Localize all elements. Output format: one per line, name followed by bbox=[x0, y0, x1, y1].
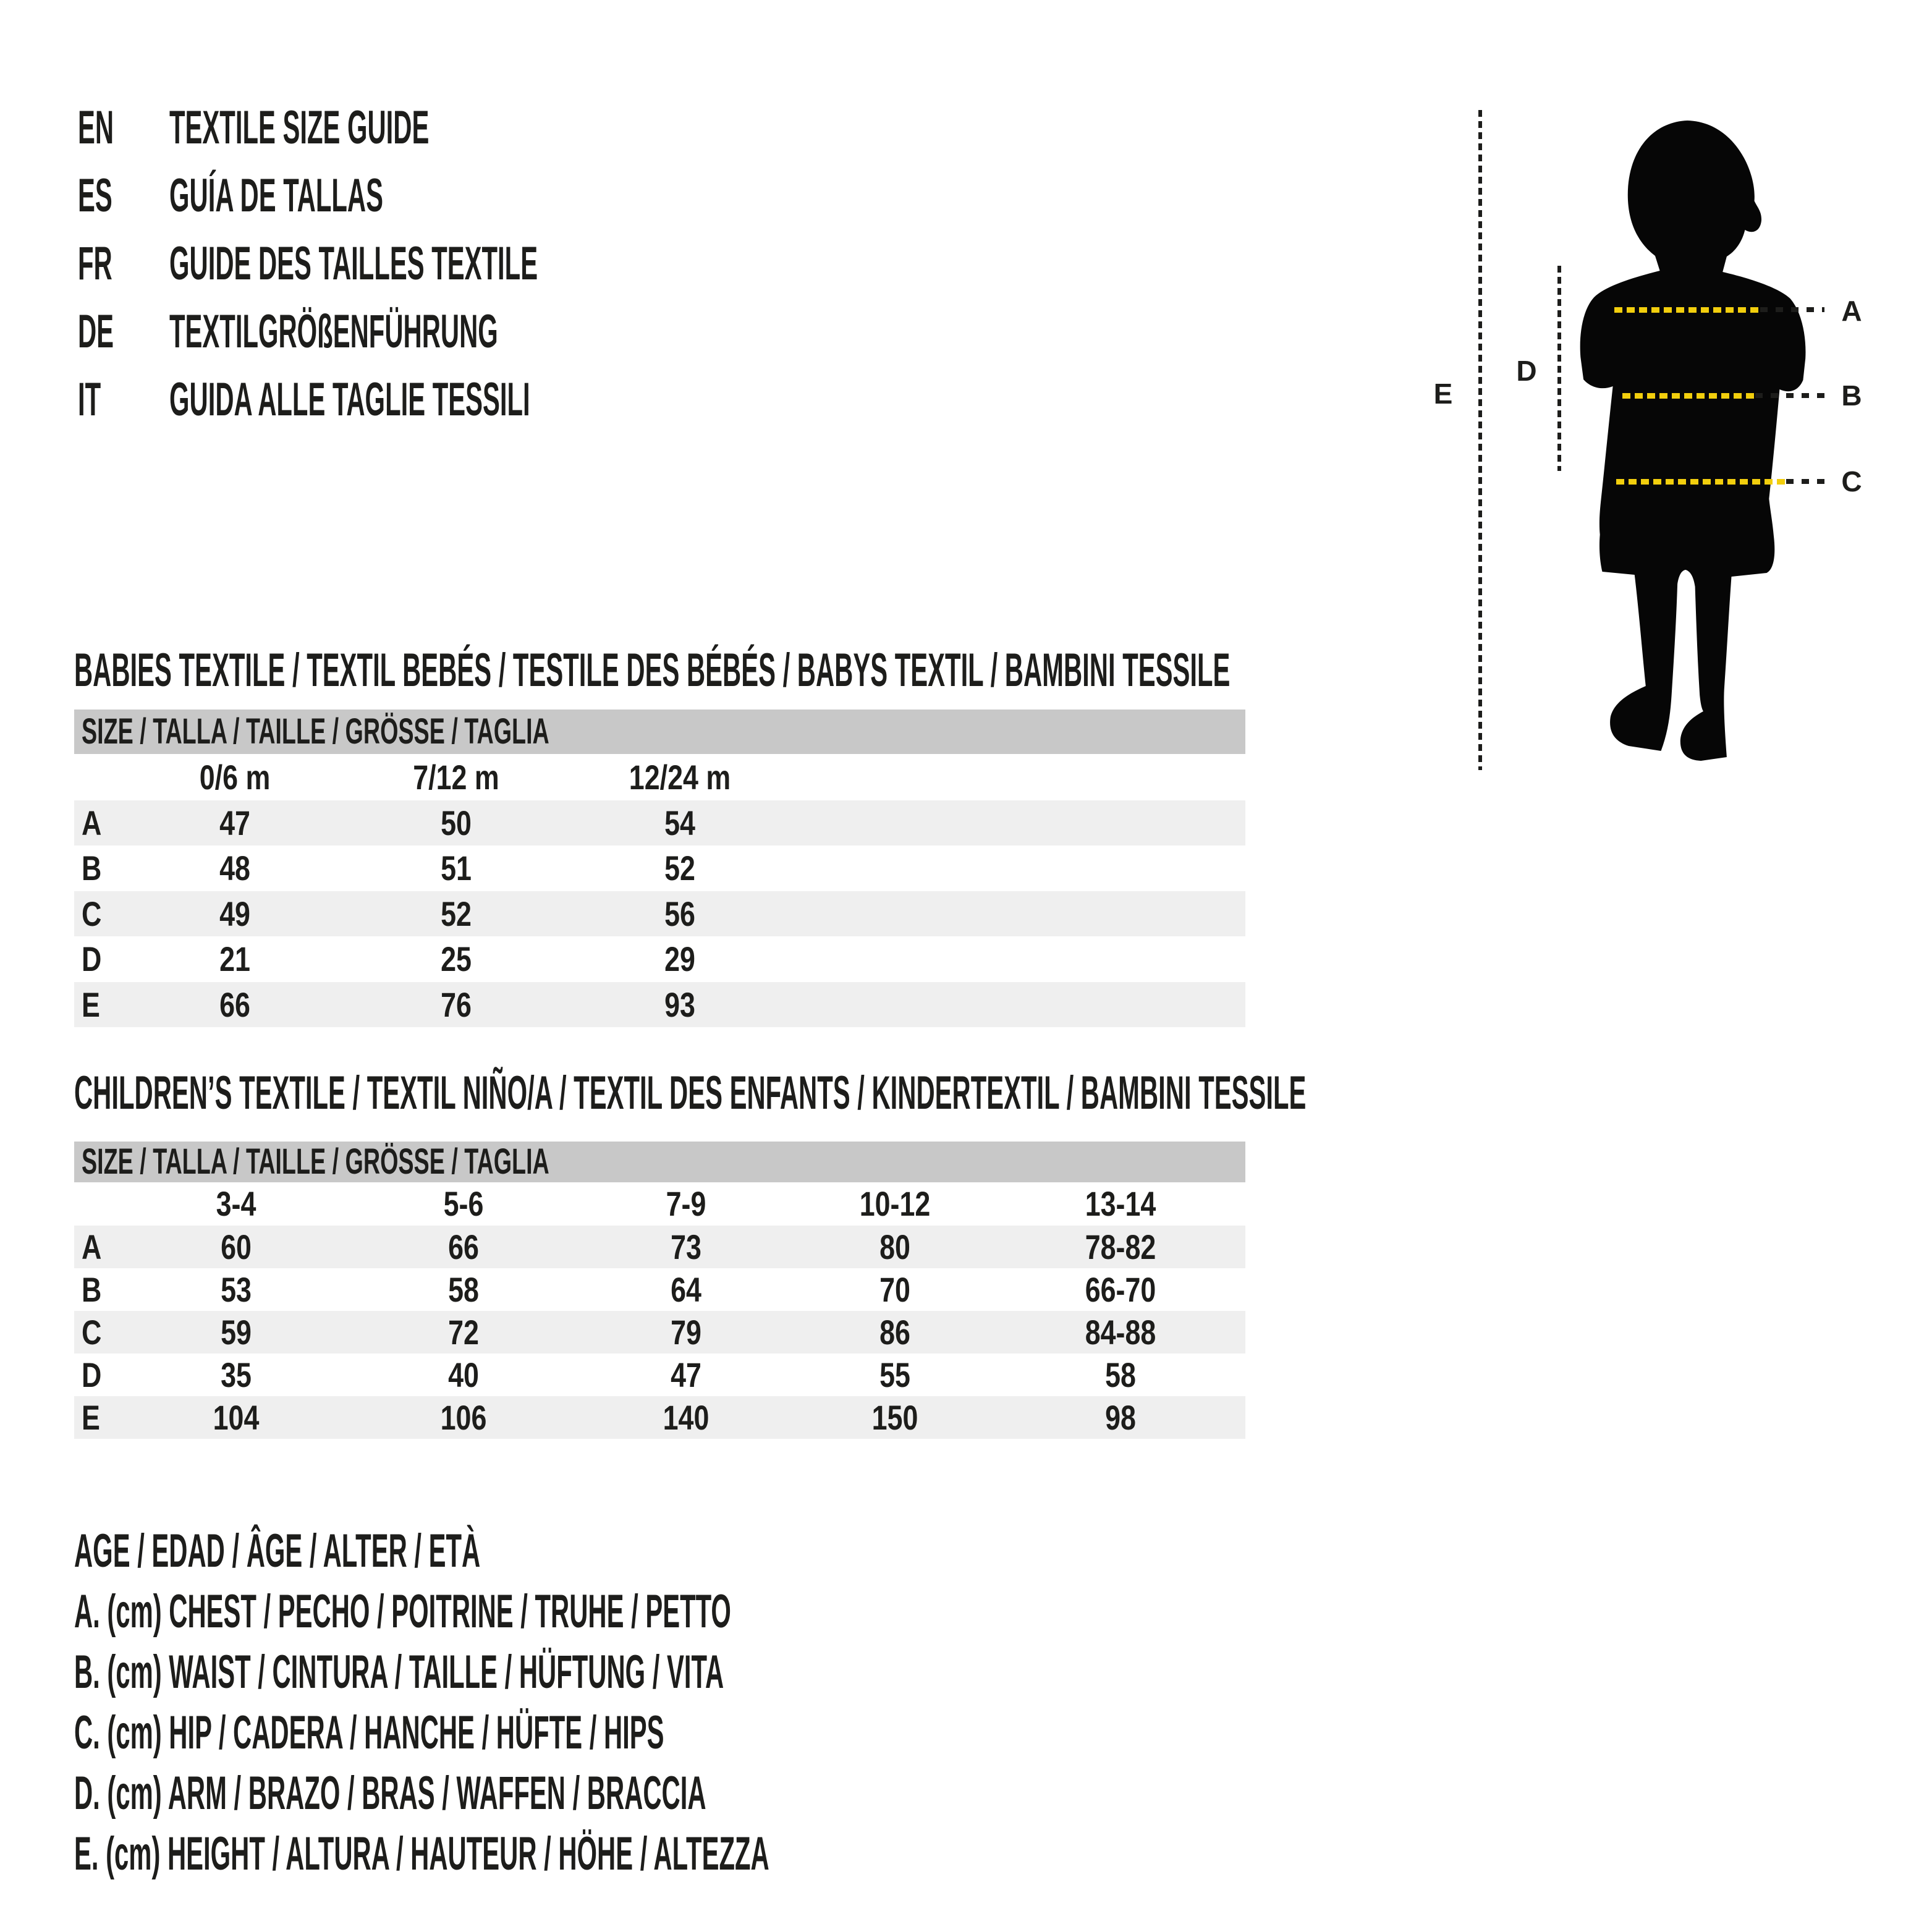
children-column-header: 5-6 bbox=[443, 1184, 484, 1223]
babies-column-header: 12/24 m bbox=[629, 758, 731, 797]
table-cell: 58 bbox=[448, 1270, 479, 1309]
table-cell: 25 bbox=[441, 939, 472, 978]
row-label: B bbox=[82, 1270, 102, 1309]
lang-title-fr: GUIDE DES TAILLES TEXTILE bbox=[169, 237, 538, 290]
children-table-title: CHILDREN’S TEXTILE / TEXTIL NIÑO/A / TEXTIL DES ENFANTS / KINDERTEXTIL / BAMBINI TESSILE bbox=[74, 1067, 1307, 1119]
figure-label-chest: A bbox=[1841, 295, 1862, 327]
babies-column-header: 0/6 m bbox=[199, 758, 271, 797]
table-row bbox=[74, 800, 1245, 845]
table-row bbox=[74, 1268, 1245, 1311]
table-cell: 66-70 bbox=[1085, 1270, 1156, 1309]
lang-title-de: TEXTILGRÖßENFÜHRUNG bbox=[169, 305, 498, 358]
babies-column-header: 7/12 m bbox=[413, 758, 499, 797]
figure-label-arm: D bbox=[1516, 355, 1537, 387]
row-label: D bbox=[82, 939, 102, 978]
table-cell: 58 bbox=[1105, 1355, 1136, 1394]
child-silhouette-icon bbox=[1573, 114, 1808, 766]
table-row bbox=[74, 1311, 1245, 1354]
lang-code-en: EN bbox=[78, 101, 114, 154]
table-cell: 59 bbox=[221, 1313, 252, 1352]
table-cell: 52 bbox=[664, 849, 695, 888]
table-cell: 104 bbox=[213, 1398, 260, 1437]
babies-size-header-bar bbox=[74, 710, 1245, 754]
row-label: C bbox=[82, 1313, 102, 1352]
children-column-header: 13-14 bbox=[1085, 1184, 1156, 1223]
table-cell: 54 bbox=[664, 803, 695, 842]
figure-label-hip: C bbox=[1841, 465, 1862, 498]
figure-label-waist: B bbox=[1841, 379, 1862, 412]
legend-line-hip: C. (cm) HIP / CADERA / HANCHE / HÜFTE / HIPS bbox=[74, 1706, 664, 1759]
table-cell: 48 bbox=[219, 849, 250, 888]
table-cell: 52 bbox=[441, 894, 472, 933]
hip-measure-dash-line bbox=[1616, 479, 1786, 485]
table-cell: 40 bbox=[448, 1355, 479, 1394]
table-cell: 60 bbox=[221, 1227, 252, 1266]
table-cell: 80 bbox=[879, 1227, 910, 1266]
chest-measure-dash-line bbox=[1614, 307, 1760, 313]
table-cell: 98 bbox=[1105, 1398, 1136, 1437]
legend-line-height: E. (cm) HEIGHT / ALTURA / HAUTEUR / HÖHE / ALTEZZA bbox=[74, 1828, 769, 1880]
children-column-header-row bbox=[74, 1182, 1245, 1226]
waist-measure-dash-line bbox=[1622, 393, 1755, 399]
table-cell: 56 bbox=[664, 894, 695, 933]
table-cell: 72 bbox=[448, 1313, 479, 1352]
table-cell: 84-88 bbox=[1085, 1313, 1156, 1352]
lang-title-it: GUIDA ALLE TAGLIE TESSILI bbox=[169, 373, 530, 426]
table-cell: 47 bbox=[219, 803, 250, 842]
table-row bbox=[74, 936, 1245, 981]
table-cell: 51 bbox=[441, 849, 472, 888]
table-cell: 49 bbox=[219, 894, 250, 933]
table-cell: 21 bbox=[219, 939, 250, 978]
table-cell: 53 bbox=[221, 1270, 252, 1309]
lang-title-es: GUÍA DE TALLAS bbox=[169, 169, 383, 222]
row-label: E bbox=[82, 1398, 100, 1437]
table-cell: 86 bbox=[879, 1313, 910, 1352]
hip-connector-dotted-line bbox=[1786, 479, 1824, 484]
babies-table-title: BABIES TEXTILE / TEXTIL BEBÉS / TESTILE DES BÉBÉS / BABYS TEXTIL / BAMBINI TESSILE bbox=[74, 644, 1231, 697]
lang-title-en: TEXTILE SIZE GUIDE bbox=[169, 101, 430, 154]
table-cell: 93 bbox=[664, 985, 695, 1024]
row-label: A bbox=[82, 1227, 102, 1266]
row-label: C bbox=[82, 894, 102, 933]
lang-code-it: IT bbox=[78, 373, 101, 426]
row-label: B bbox=[82, 849, 102, 888]
legend-line-age: AGE / EDAD / ÂGE / ALTER / ETÀ bbox=[74, 1525, 481, 1577]
table-row bbox=[74, 982, 1245, 1027]
table-cell: 66 bbox=[219, 985, 250, 1024]
legend-line-arm: D. (cm) ARM / BRAZO / BRAS / WAFFEN / BRACCIA bbox=[74, 1767, 706, 1820]
table-cell: 35 bbox=[221, 1355, 252, 1394]
children-column-header: 3-4 bbox=[216, 1184, 256, 1223]
row-label: E bbox=[82, 985, 100, 1024]
table-cell: 66 bbox=[448, 1227, 479, 1266]
table-cell: 79 bbox=[671, 1313, 701, 1352]
table-cell: 70 bbox=[879, 1270, 910, 1309]
table-row bbox=[74, 845, 1245, 891]
figure-label-height: E bbox=[1433, 378, 1453, 410]
row-label: A bbox=[82, 803, 102, 842]
lang-code-es: ES bbox=[78, 169, 112, 222]
legend-line-waist: B. (cm) WAIST / CINTURA / TAILLE / HÜFTUNG / VITA bbox=[74, 1646, 724, 1698]
row-label: D bbox=[82, 1355, 102, 1394]
table-cell: 73 bbox=[671, 1227, 701, 1266]
children-column-header: 7-9 bbox=[666, 1184, 706, 1223]
table-cell: 140 bbox=[663, 1398, 710, 1437]
children-size-header-bar bbox=[74, 1142, 1245, 1182]
children-size-header-label: SIZE / TALLA / TAILLE / GRÖSSE / TAGLIA bbox=[82, 1142, 549, 1182]
table-row bbox=[74, 1396, 1245, 1439]
table-cell: 78-82 bbox=[1085, 1227, 1156, 1266]
table-cell: 64 bbox=[671, 1270, 701, 1309]
table-cell: 150 bbox=[871, 1398, 918, 1437]
lang-code-de: DE bbox=[78, 305, 114, 358]
table-row bbox=[74, 891, 1245, 936]
table-row bbox=[74, 1226, 1245, 1268]
chest-connector-dotted-line bbox=[1760, 307, 1824, 312]
legend-line-chest: A. (cm) CHEST / PECHO / POITRINE / TRUHE / PETTO bbox=[74, 1585, 731, 1638]
babies-size-header-label: SIZE / TALLA / TAILLE / GRÖSSE / TAGLIA bbox=[82, 711, 549, 752]
table-row bbox=[74, 1354, 1245, 1396]
children-column-header: 10-12 bbox=[859, 1184, 931, 1223]
lang-code-fr: FR bbox=[78, 237, 112, 290]
table-cell: 55 bbox=[879, 1355, 910, 1394]
waist-connector-dotted-line bbox=[1755, 393, 1824, 398]
height-measure-dotted-line bbox=[1478, 110, 1482, 770]
table-cell: 106 bbox=[440, 1398, 487, 1437]
table-cell: 47 bbox=[671, 1355, 701, 1394]
table-cell: 50 bbox=[441, 803, 472, 842]
arm-measure-dotted-line bbox=[1557, 266, 1561, 471]
table-cell: 76 bbox=[441, 985, 472, 1024]
babies-column-header-row bbox=[74, 754, 1245, 800]
table-cell: 29 bbox=[664, 939, 695, 978]
